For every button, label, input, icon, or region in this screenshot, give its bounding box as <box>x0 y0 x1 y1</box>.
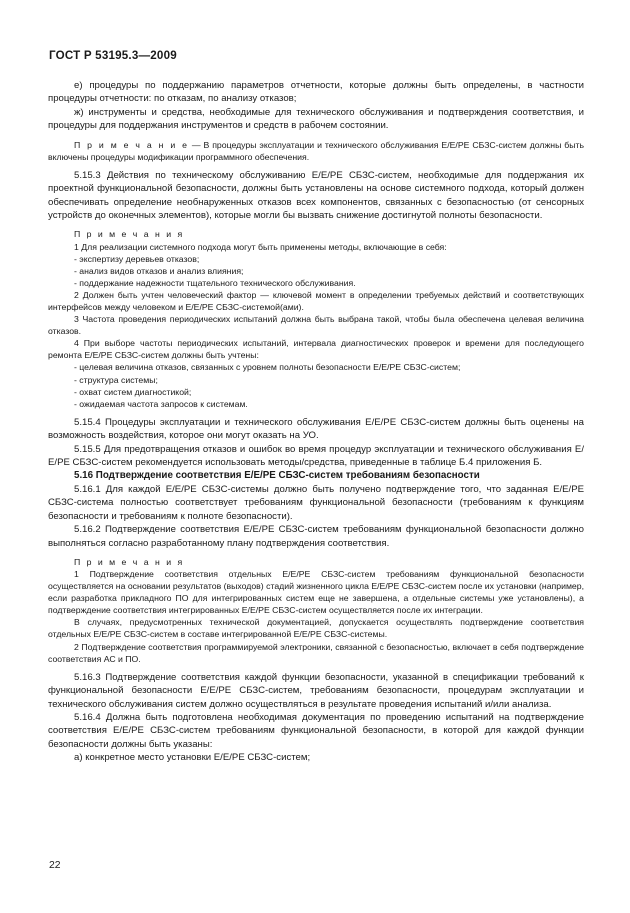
paragraph-5-15-5: 5.15.5 Для предотвращения отказов и ошибок во время процедур эксплуатации и технического обслуживания Е/Е/РЕ СБЗС-систем рекомендуется использовать методы/средства, приведенные в таблице Б.4 приложения Б. <box>48 443 584 469</box>
paragraph-5-16-1: 5.16.1 Для каждой Е/Е/РЕ СБЗС-системы должно быть получено подтверждение того, что заданная Е/Е/РЕ СБЗС-система полностью соответствует требованиям функциональной безопасности (требованиям к функциям безопасности и требованиям к полноте безопасности). <box>48 483 584 522</box>
note-validation-1: 1 Подтверждение соответствия отдельных Е/Е/РЕ СБЗС-систем требованиям функциональной безопасности осуществляется на основании результатов (выходов) стадий жизненного цикла Е/Е/РЕ СБЗС-систем после их установки (например, если разработка прикладного ПО для интегрированных систем еще не завершена, а отдельные системы уже установлены), а подтверждение соответствия интегрированных Е/Е/РЕ СБЗС-систем осуществляется после их интеграции. <box>48 569 584 616</box>
notes-label: П р и м е ч а н и я <box>74 229 185 240</box>
paragraph-5-15-4: 5.15.4 Процедуры эксплуатации и технического обслуживания Е/Е/РЕ СБЗС-систем должны быть оценены на возможность воздействия, которое они могут оказать на УО. <box>48 416 584 442</box>
note-item-1c: - поддержание надежности тщательного технического обслуживания. <box>74 277 356 288</box>
note-item-3: 3 Частота проведения периодических испытаний должна быть выбрана такой, чтобы была обеспечена целевая величина отказов. <box>48 314 584 337</box>
document-body <box>48 79 584 765</box>
note-item-4c: - охват систем диагностикой; <box>74 386 192 397</box>
paragraph-5-16-4: 5.16.4 Должна быть подготовлена необходимая документация по проведению испытаний на подтверждение соответствия Е/Е/РЕ СБЗС-систем требованиям функциональной безопасности, в которой для каждой функции безопасности должны быть указаны: <box>48 711 584 750</box>
note-item-1a: - экспертизу деревьев отказов; <box>74 253 200 264</box>
note-item-1: 1 Для реализации системного подхода могут быть применены методы, включающие в себя: <box>74 241 447 252</box>
paragraph-zh: ж) инструменты и средства, необходимые для технического обслуживания и подтверждения соответствия, и процедуры для поддержания инструментов и средств в рабочем состоянии. <box>48 106 584 132</box>
paragraph-5-15-3: 5.15.3 Действия по техническому обслуживанию Е/Е/РЕ СБЗС-систем, необходимые для поддержания их проектной функциональной безопасности, должны быть установлены на основе системного подхода, который должен обеспечивать определение необнаруженных отказов всех компонентов, связанных с безопасностью (от сенсорных устройств до оконечных элементов), которые могли бы вызвать снижение достигнутой полноты безопасности. <box>48 169 584 222</box>
note-item-4b: - структура системы; <box>74 374 158 385</box>
paragraph-e: е) процедуры по поддержанию параметров отчетности, которые должны быть определены, в частности процедуры отчетности: по отказам, по анализу отказов; <box>48 80 584 105</box>
notes-label-2: П р и м е ч а н и я <box>74 556 185 567</box>
paragraph-a: а) конкретное место установки Е/Е/РЕ СБЗС-систем; <box>74 752 311 764</box>
note-validation-1b: В случаях, предусмотренных технической документацией, допускается осуществлять подтверждение соответствия отдельных Е/Е/РЕ СБЗС-систем в составе интегрированной Е/Е/РЕ СБЗС-системы. <box>48 617 584 640</box>
section-heading-5-16: 5.16 Подтверждение соответствия Е/Е/РЕ СБЗС-систем требованиям безопасности <box>74 470 480 482</box>
paragraph-5-16-2: 5.16.2 Подтверждение соответствия Е/Е/РЕ СБЗС-систем требованиям функциональной безопасности должно выполняться согласно разработанному плану подтверждения соответствия. <box>48 524 584 549</box>
note-item-2: 2 Должен быть учтен человеческий фактор — ключевой момент в определении требуемых действий и соответствующих интерфейсов между человеком и Е/Е/РЕ СБЗС-системой(ами). <box>48 289 584 312</box>
note-modification <box>48 139 584 163</box>
note-item-4a: - целевая величина отказов, связанных с уровнем полноты безопасности Е/Е/РЕ СБЗС-систем; <box>74 362 461 373</box>
note-item-4d: - ожидаемая частота запросов к системам. <box>74 398 248 409</box>
note-validation-2: 2 Подтверждение соответствия программируемой электроники, связанной с безопасностью, включает в себя подтверждение соответствия АС и ПО. <box>48 641 584 664</box>
note-item-1b: - анализ видов отказов и анализ влияния; <box>74 265 244 276</box>
note-item-4: 4 При выборе частоты периодических испытаний, интервала диагностических проверок и времени для последующего ремонта Е/Е/РЕ СБЗС-систем должны быть учтены: <box>48 338 584 361</box>
document-header: ГОСТ Р 53195.3—2009 <box>49 49 177 62</box>
note-label: П р и м е ч а н и е <box>74 139 189 150</box>
note-text: — В процедуры эксплуатации и технического обслуживания Е/Е/РЕ СБЗС-систем должны быть включены процедуры модификации программного обеспечения. <box>48 139 584 162</box>
page-number: 22 <box>49 860 61 871</box>
paragraph-5-16-3: 5.16.3 Подтверждение соответствия каждой функции безопасности, указанной в спецификации требований к функциональной безопасности Е/Е/РЕ СБЗС-систем, требованиям безопасности, процедурам эксплуатации и технического обслуживания систем должно осуществляться в результате проведения испытаний и/или анализа. <box>48 671 584 710</box>
